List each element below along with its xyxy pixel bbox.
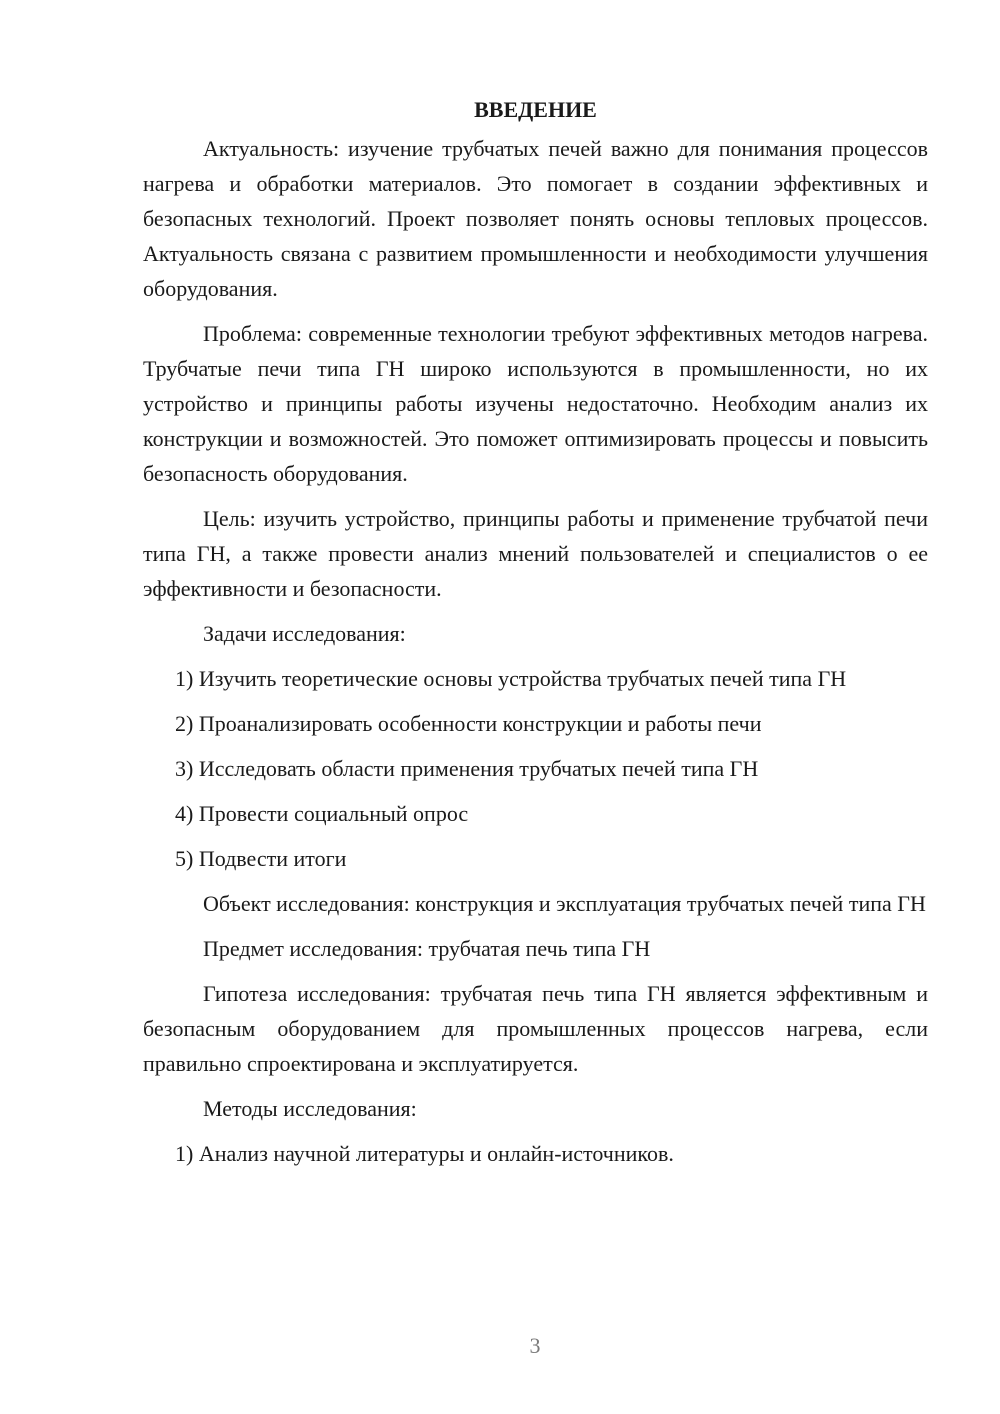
method-item-1: 1) Анализ научной литературы и онлайн-источников.	[175, 1141, 674, 1166]
task-item-5: 5) Подвести итоги	[175, 846, 347, 871]
task-item-1: 1) Изучить теоретические основы устройства трубчатых печей типа ГН	[175, 666, 847, 691]
object-paragraph: Объект исследования: конструкция и эксплуатация трубчатых печей типа ГН	[203, 891, 926, 916]
section-title: ВВЕДЕНИЕ	[474, 97, 597, 122]
page-number: 3	[529, 1333, 541, 1358]
problem-paragraph: Проблема: современные технологии требуют эффективных методов нагрева. Трубчатые печи типа ГН широко используются в промышленности, но их устройство и принципы работы изучены недостаточно. Необходим анализ их конструкции и возможностей. Это поможет оптимизировать процессы и повысить безопасность оборудования.	[143, 321, 928, 486]
goal-paragraph: Цель: изучить устройство, принципы работы и применение трубчатой печи типа ГН, а также провести анализ мнений пользователей и специалистов о ее эффективности и безопасности.	[143, 506, 928, 601]
relevance-paragraph: Актуальность: изучение трубчатых печей важно для понимания процессов нагрева и обработки материалов. Это помогает в создании эффективных и безопасных технологий. Проект позволяет понять основы тепловых процессов. Актуальность связана с развитием промышленности и необходимости улучшения оборудования.	[143, 136, 928, 301]
hypothesis-paragraph: Гипотеза исследования: трубчатая печь типа ГН является эффективным и безопасным оборудованием для промышленных процессов нагрева, если правильно спроектирована и эксплуатируется.	[143, 981, 928, 1076]
task-item-2: 2) Проанализировать особенности конструкции и работы печи	[175, 711, 762, 736]
document-page	[143, 92, 928, 1181]
tasks-heading: Задачи исследования:	[203, 621, 406, 646]
task-item-4: 4) Провести социальный опрос	[175, 801, 469, 826]
methods-heading: Методы исследования:	[203, 1096, 417, 1121]
subject-paragraph: Предмет исследования: трубчатая печь типа ГН	[203, 936, 651, 961]
task-item-3: 3) Исследовать области применения трубчатых печей типа ГН	[175, 756, 759, 781]
